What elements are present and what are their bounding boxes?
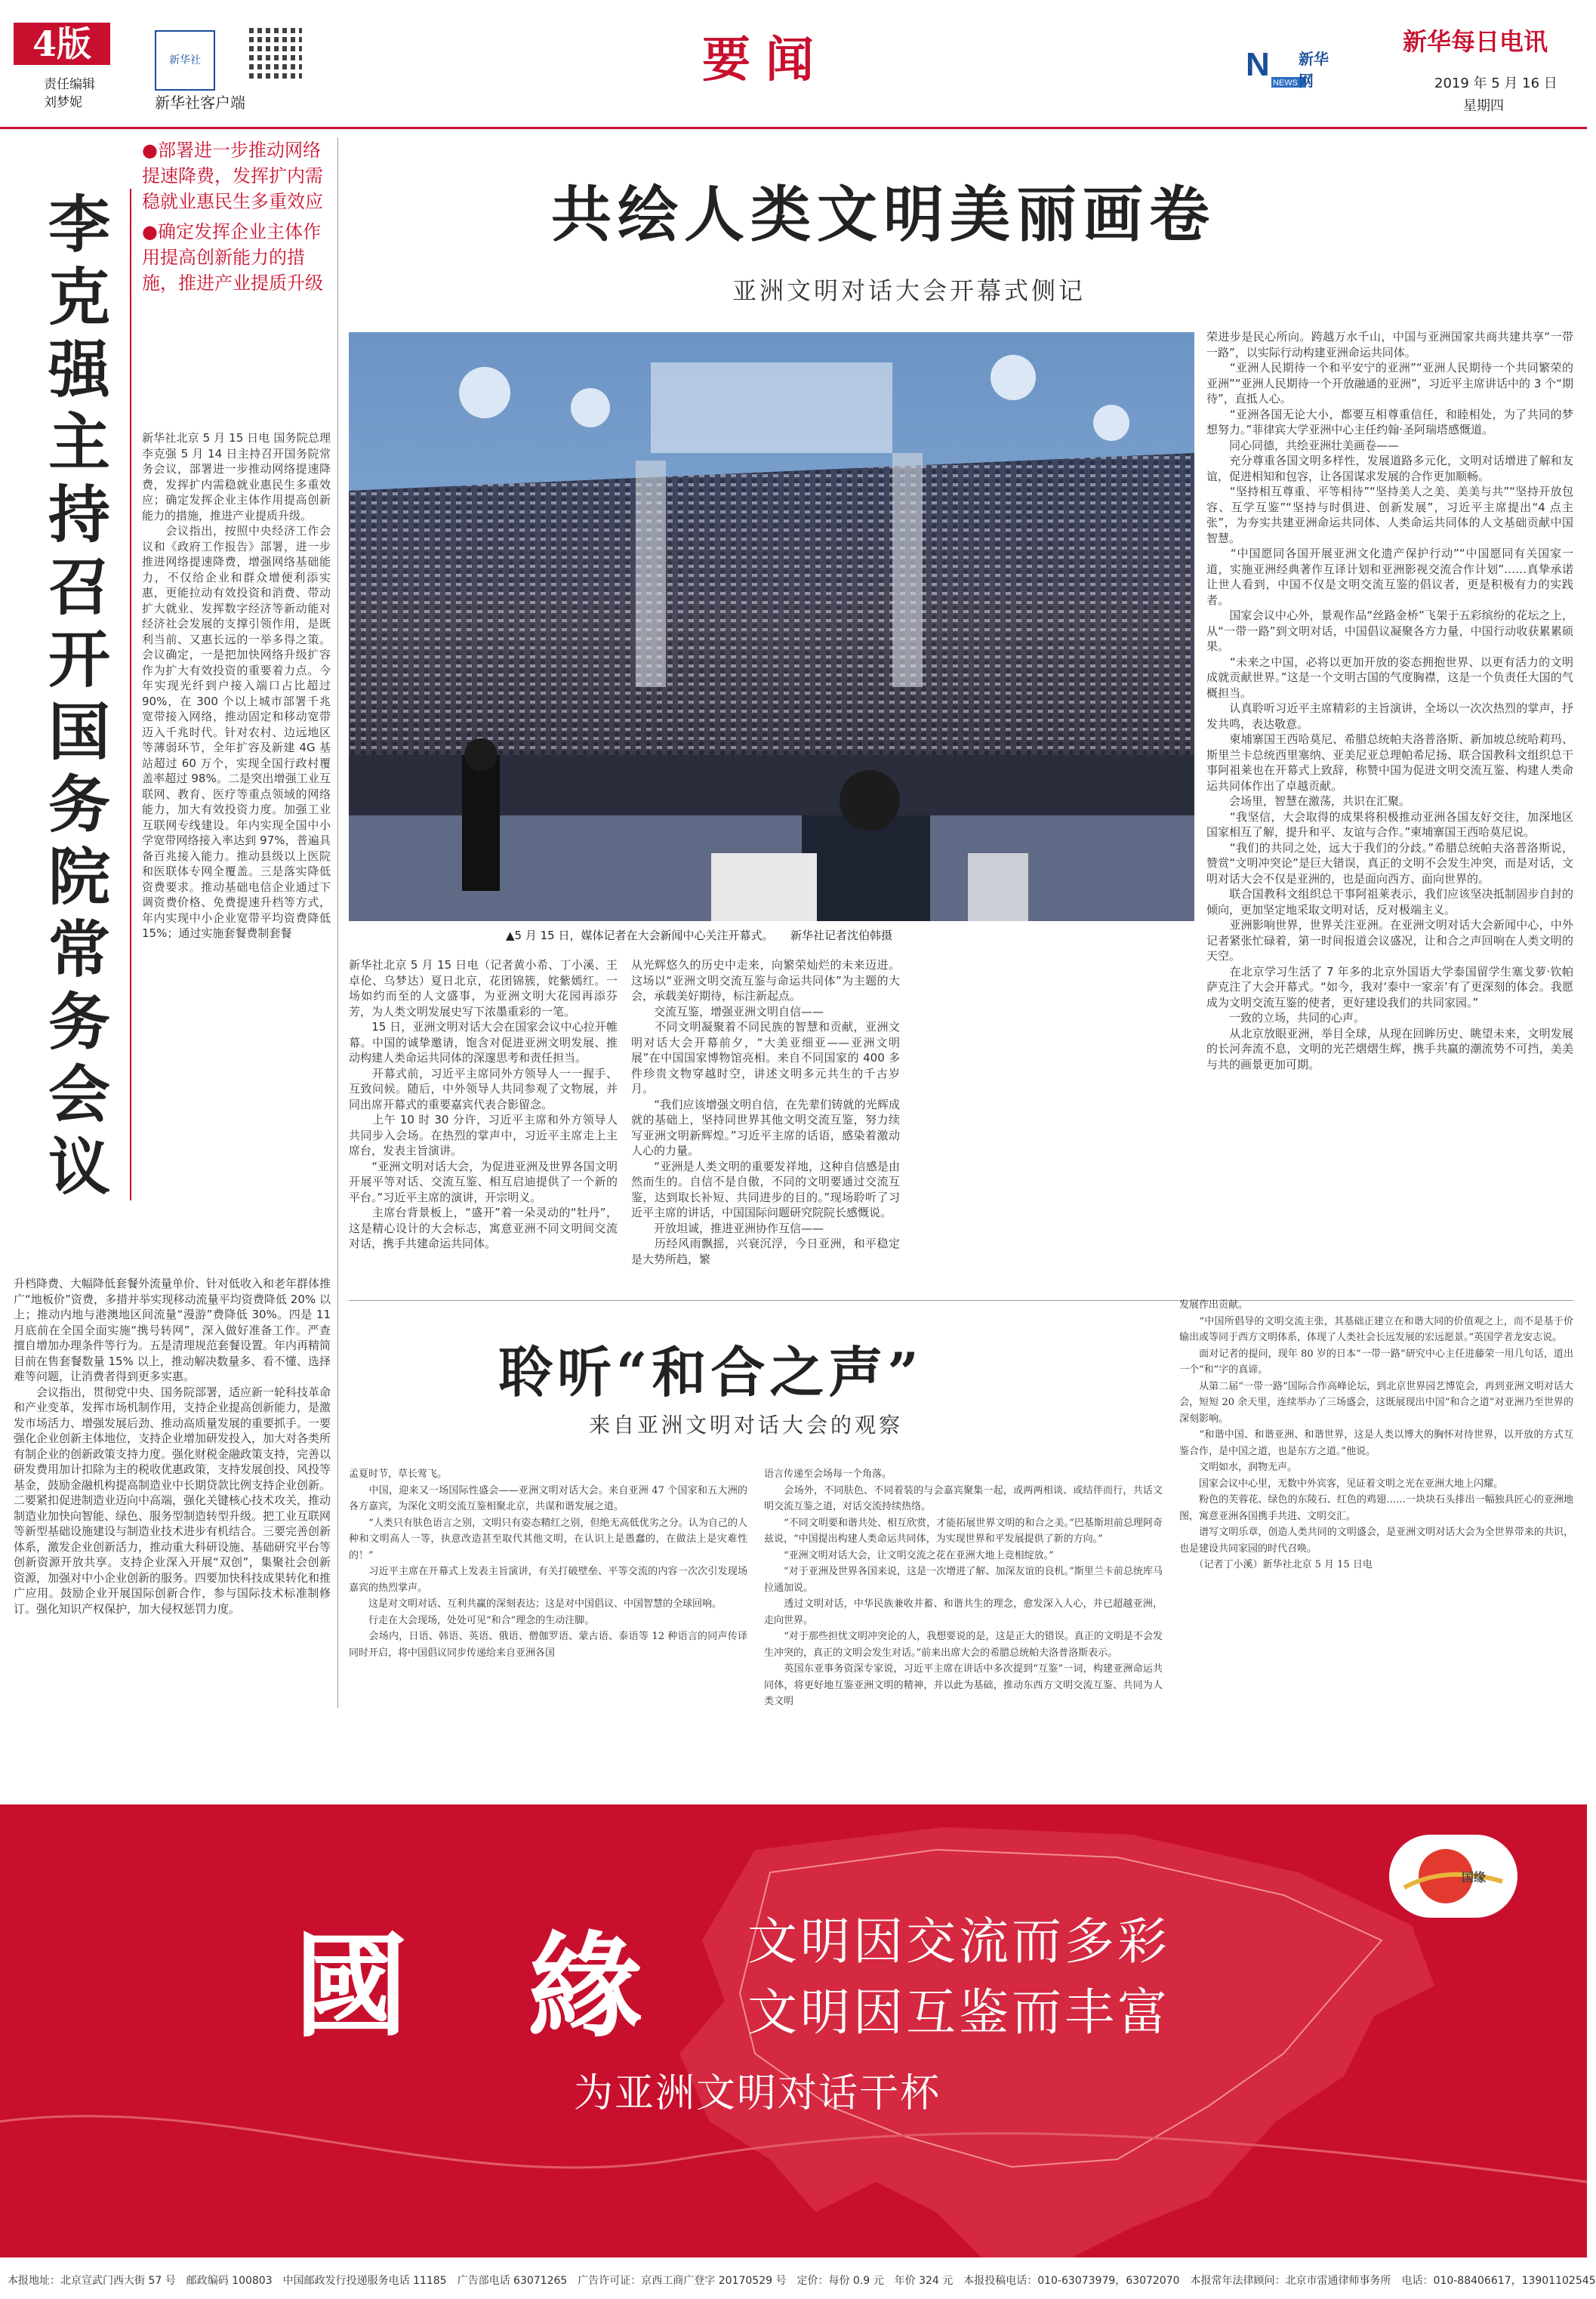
- ad-brand-name: 国缘: [1462, 1870, 1487, 1885]
- article1-divider: [130, 189, 131, 1200]
- news-logo-text: 新华网: [1299, 50, 1329, 90]
- article1-body-col1: 新华社北京 5 月 15 日电 国务院总理李克强 5 月 14 日主持召开国务院常务会议，部署进一步推动网络提速降费，发挥扩内需稳就业惠民生多重效应；确定发挥企业主体作用提高创新能力的措施，推进产业提质升级。 会议指出，按照中央经济工作会议和《政府工作报告》部署，进一步推进网络提速降费，增强网络基础能力，不仅给企业和群众增便利添实惠，更能拉动有效投资和消费、带动扩大就业、发挥数字经济等新动能对经济社会发展的支撑引领作用，是既利当前、又惠长远的一举多得之策。会议确定，一是把加快网络升级扩容作为扩大有效投资的重要着力点。今年实现光纤到户接入端口占比超过 90%，在 300 个以上城市部署千兆宽带接入网络，推动固定和移动宽带迈入千兆时代。针对农村、边远地区等薄弱环节，全年扩容及新建 4G 基站超过 60 万个，实现全国行政村覆盖率超过 98%。二是突出增强工业互联网、教育、医疗等重点领域的网络能力，加大有效投资力度。加强工业互联网专线建设。年内实现全国中小学宽带网络接入率达到 97%，普遍具备百兆接入能力。推动县级以上医院和医联体专网全覆盖。三是落实降低资费要求。推动基础电信企业通过下调资费价格、免费提速升档等方式，年内实现中小企业宽带平均资费降低 15%；通过实施套餐费制套餐: [142, 431, 331, 940]
- photo-caption: ▲5 月 15 日，媒体记者在大会新闻中心关注开幕式。 新华社记者沈伯韩摄: [506, 929, 892, 942]
- article3-title: 聆听“和合之声”: [498, 1340, 923, 1404]
- ad-slogan-1: 文明因交流而多彩: [747, 1912, 1170, 1971]
- section-title: 要闻: [702, 32, 829, 88]
- ad-slogan-3: 为亚洲文明对话干杯: [574, 2071, 941, 2116]
- article1-title: 李克强主持召开国务院常务会议: [48, 189, 110, 1203]
- xinhuanet-logo: [1246, 39, 1333, 92]
- article2-col-b: 从光辉悠久的历史中走来，向繁荣灿烂的未来迈进。这场以“亚洲文明交流互鉴与命运共同体”为主题的大会，承载美好期待，标注新起点。 交流互鉴，增强亚洲文明自信—— 不同文明凝聚着不同民族的智慧和贡献，亚洲文明对话大会开幕前夕，“大美亚细亚——亚洲文明展”在中国国家博物馆亮相。来自不同国家的 400 多件珍贵文物穿越时空，讲述文明多元共生的千古岁月。 “我们应该增强文明自信，在先辈们铸就的光辉成就的基础上，坚持同世界其他文明交流互鉴，努力续写亚洲文明新辉煌。”习近平主席的话语，感染着激动人心的力量。 “亚洲是人类文明的重要发祥地，这种自信感是由然而生的。自信不是自傲，不同的文明要通过交流互鉴，达到取长补短、共同进步的目的。”现场聆听了习近平主席的讲话，中国国际问题研究院院长感慨说。 开放坦诚，推进亚洲协作互信—— 历经风雨飘摇，兴衰沉浮，今日亚洲，和平稳定是大势所趋，繁: [631, 958, 900, 1266]
- subhead-2: ●确定发挥企业主体作用提高创新能力的措施，推进产业提质升级: [142, 221, 323, 294]
- conference-photo: [349, 332, 1194, 921]
- article1-body-bottom: 升档降费、大幅降低套餐外流量单价、针对低收入和老年群体推广“地板价”资费，多措并举实现移动流量平均资费降低 20% 以上；推动内地与港澳地区间流量“漫游”费降低 30%。四是 11 月底前在全国全面实施“携号转网”，深入做好准备工作。严查擅自增加办理条件等行为。五是清理规范套餐设置。年内再精简目前在售套餐数量 15% 以上，推动解决数量多、看不懂、选择难等问题，让消费者得到更多实惠。 会议指出，贯彻党中央、国务院部署，适应新一轮科技革命和产业变革，发挥市场机制作用，支持企业提高创新能力，是激发市场活力、增强发展后劲、推动高质量发展的重要抓手。一要强化企业创新主体地位，支持企业增加研发投入，加大对各类所有制企业的创新政策支持力度。强化财税金融政策支持，完善以研发费用加计扣除为主的税收优惠政策，支持发展创投、风投等基金，鼓励金融机构提高制造业中长期贷款比例支持企业创新。二要紧扣促进制造业迈向中高端，强化关键核心技术攻关，推动制造业加快向智能、绿色、服务型制造转型升级。把工业互联网等新型基础设施建设与制造业技术进步有机结合。三要完善创新体系，激发企业创新活力，推动重大科研设施、基础研究平台等创新资源开放共享。支持企业深入开展“双创”，集聚社会创新资源，加强对中小企业创新的服务。四要加快科技成果转化和推广应用。鼓励企业开展国际创新合作，参与国际技术标准制修订。强化知识产权保护，加大侵权惩罚力度。: [14, 1277, 331, 1616]
- article3-col-b: 语言传递至会场每一个角落。 会场外，不同肤色、不同着装的与会嘉宾聚集一起，或两两相谈、或结伴而行，共话文明交流互鉴之道，对话交流持续热络。 “不同文明要和谐共处、相互欣赏，才能拓展世界文明的和合之美。”巴基斯坦前总理阿奇兹说，“中国提出构建人类命运共同体，为实现世界和平发展提供了新的方向。” “亚洲文明对话大会，让文明交流之花在亚洲大地上竞相绽放。” “对于亚洲及世界各国来说，这是一次增进了解、加深友谊的良机。”斯里兰卡前总统库马拉通加说。 透过文明对话，中华民族兼收并蓄、和谐共生的理念，愈发深入人心，并已超越亚洲，走向世界。 “对于那些担忧文明冲突论的人，我想要说的是，这是正大的错误。真正的文明是不会发生冲突的，真正的文明会发生对话。”前来出席大会的希腊总统帕夫洛普洛斯表示。 英国东亚事务资深专家说，习近平主席在讲话中多次提到“互鉴”一词，构建亚洲命运共同体，将更好地互鉴亚洲文明的精神，并以此为基础，推动东西方文明交流互鉴、共同为人类文明: [764, 1468, 1163, 1707]
- editor-title: 责任编辑: [44, 77, 95, 92]
- paper-name: 新华每日电讯: [1403, 27, 1548, 56]
- article1-subheads: [142, 137, 327, 296]
- editor-name: 刘梦妮: [44, 95, 82, 110]
- ad-slogan-2: 文明因互鉴而丰富: [747, 1983, 1170, 2042]
- article2-title: 共绘人类文明美丽画卷: [551, 179, 1215, 250]
- editor-credit: [44, 76, 95, 112]
- guoyuan-advertisement[interactable]: [0, 1804, 1587, 2257]
- header-rule: [0, 127, 1587, 129]
- weekday-text: 星期四: [1463, 98, 1504, 114]
- svg-text:N: N: [1246, 46, 1270, 83]
- article3-subtitle: 来自亚洲文明对话大会的观察: [589, 1413, 904, 1438]
- sun-logo-icon: [1389, 1835, 1517, 1918]
- date-text: 2019 年 5 月 16 日: [1434, 76, 1557, 91]
- article3-col-c: 发展作出贡献。 “中国所倡导的文明交流主张，其基础正建立在和谐大同的价值观之上，而不是基于价输出或等同于西方文明体系，体现了人类社会长远发展的宏远愿景。”英国学者龙安志说。 面对记者的提问，现年 80 岁的日本“一带一路”研究中心主任进藤荣一用几句话，道出一个“和”字的真谛。 从第二届“一带一路”国际合作高峰论坛，到北京世界园艺博览会，再到亚洲文明对话大会，短短 20 余天里，连续举办了三场盛会，这既展现出中国“和合之道”对亚洲乃至世界的深刻影响。 “和谐中国、和谐亚洲、和谐世界，这是人类以博大的胸怀对待世界，以开放的方式互鉴合作，是中国之道，也是东方之道。”他说。 文明如水，润物无声。 国家会议中心里，无数中外宾客，见证着文明之光在亚洲大地上闪耀。 粉色的芙蓉花、绿色的东陵石、红色的鸡翅……一块块石头排出一幅独具匠心的亚洲地图，寓意亚洲各国携手共进、文明交汇。 谱写文明乐章，创造人类共同的文明盛会，是亚洲文明对话大会为全世界带来的共识，也是建设共同家园的时代召唤。 （记者丁小溪）新华社北京 5 月 15 日电: [1179, 1299, 1573, 1570]
- ad-char-guo: 國: [294, 1920, 408, 2053]
- page-number: 4版: [14, 23, 110, 65]
- footer-info: 本报地址：北京宣武门西大街 57 号 邮政编码 100803 中国邮政发行投递服务电话 11185 广告部电话 63071265 广告许可证：京西工商广登字 20170529 号 定价：每份 0.9 元 年价 324 元 本报投稿电话：010-63073979，63072070 本报常年法律顾问：北京市雷通律师事务所 电话：010-88406617，13901102545: [8, 2275, 1596, 2287]
- subhead-1: ●部署进一步推动网络提速降费，发挥扩内需稳就业惠民生多重效应: [142, 140, 323, 212]
- client-label: 新华社客户端: [155, 94, 245, 112]
- ad-brand-badge: [1389, 1835, 1517, 1918]
- article2-subtitle: 亚洲文明对话大会开幕式侧记: [732, 276, 1086, 305]
- column-divider: [337, 137, 338, 1708]
- article3-col-a: 孟夏时节，草长莺飞。 中国，迎来又一场国际性盛会——亚洲文明对话大会。来自亚洲 47 个国家和五大洲的各方嘉宾，为深化文明交流互鉴相聚北京，共谋和谐发展之道。 “人类只有肤色语言之别，文明只有姿态精红之别，但绝无高低优劣之分。认为自己的人种和文明高人一等，执意改造甚至取代其他文明，在认识上是愚蠢的，在做法上是灾难性的！” 习近平主席在开幕式上发表主旨演讲，有关打破壁垒、平等交流的内容一次次引发现场嘉宾的热烈掌声。 这是对文明对话、互利共赢的深刻表达；这是对中国倡议、中国智慧的全球回响。 行走在大会现场，处处可见“和合”理念的生动注脚。 会场内，日语、韩语、英语、俄语、僧伽罗语、蒙古语、泰语等 12 种语言的同声传译同时开启，将中国倡议同步传递给来自亚洲各国: [349, 1468, 747, 1659]
- qr-code-overlay: [249, 26, 302, 79]
- xinhua-logo: 新华社: [155, 30, 215, 91]
- ad-char-yuan: 緣: [528, 1920, 642, 2053]
- article2-col-a: 新华社北京 5 月 15 日电（记者黄小希、丁小溪、王卓伦、乌梦达）夏日北京，花团锦簇，姹紫嫣红。一场如约而至的人文盛事，为亚洲文明大花园再添芬芳，为人类文明发展史写下浓墨重彩的一笔。 15 日，亚洲文明对话大会在国家会议中心拉开帷幕。中国的诚挚邀请，饱含对促进亚洲文明发展、推动构建人类命运共同体的深邃思考和责任担当。 开幕式前，习近平主席同外方领导人一一握手、互致问候。随后，中外领导人共同参观了文物展，并同出席开幕式的重要嘉宾代表合影留念。 上午 10 时 30 分许，习近平主席和外方领导人共同步入会场。在热烈的掌声中，习近平主席走上主席台，发表主旨演讲。 “亚洲文明对话大会，为促进亚洲及世界各国文明开展平等对话、交流互鉴、相互启迪提供了一个新的平台。”习近平主席的演讲，开宗明义。 主席台背景板上，“盛开”着一朵灵动的“牡丹”，这是精心设计的大会标志，寓意亚洲不同文明间交流对话，携手共建命运共同体。: [349, 958, 618, 1250]
- photo-illustration: [349, 332, 1194, 921]
- issue-date: [1434, 72, 1557, 118]
- svg-text:NEWS: NEWS: [1273, 79, 1298, 88]
- masthead: [0, 0, 1587, 128]
- article2-col-c: 荣进步是民心所向。跨越万水千山，中国与亚洲国家共商共建共享“一带一路”，以实际行动构建亚洲命运共同体。 “亚洲人民期待一个和平安宁的亚洲”“亚洲人民期待一个共同繁荣的亚洲”“亚洲人民期待一个开放融通的亚洲”，习近平主席讲话中的 3 个“期待”，直抵人心。 “亚洲各国无论大小，都要互相尊重信任，和睦相处，为了共同的梦想努力。”菲律宾大学亚洲中心主任约翰·圣阿瑞塔感慨道。 同心同德，共绘亚洲壮美画卷—— 充分尊重各国文明多样性，发展道路多元化，文明对话增进了解和友谊，促进相知和包容，让各国谋求发展的合作更加顺畅。 “坚持相互尊重、平等相待”“坚持美人之美、美美与共”“坚持开放包容、互学互鉴”“坚持与时俱进、创新发展”，习近平主席提出“4 点主张”，为夯实共建亚洲命运共同体、人类命运共同体的人文基础贡献中国智慧。 “中国愿同各国开展亚洲文化遗产保护行动”“中国愿同有关国家一道，实施亚洲经典著作互译计划和亚洲影视交流合作计划”……真挚承诺让世人看到，中国不仅是文明交流互鉴的倡议者，更是积极有力的实践者。 国家会议中心外，景观作品“丝路金桥”飞架于五彩缤纷的花坛之上，从“一带一路”到文明对话，中国倡议凝聚各方力量，中国行动收获累累硕果。 “未来之中国，必将以更加开放的姿态拥抱世界、以更有活力的文明成就贡献世界。”这是一个文明古国的气度胸襟，这是一个负责任大国的气概担当。 认真聆听习近平主席精彩的主旨演讲，全场以一次次热烈的掌声，抒发共鸣，表达敬意。 柬埔寨国王西哈莫尼、希腊总统帕夫洛普洛斯、新加坡总统哈莉玛、斯里兰卡总统西里塞纳、亚美尼亚总理帕希尼扬、联合国教科文组织总干事阿祖莱也在开幕式上致辞，称赞中国为促进文明交流互鉴、构建人类命运共同体作出了卓越贡献。 会场里，智慧在激荡，共识在汇聚。 “我坚信，大会取得的成果将积极推动亚洲各国友好交往，加深地区国家相互了解，提升和平、友谊与合作。”柬埔寨国王西哈莫尼说。 “我们的共同之处，远大于我们的分歧。”希腊总统帕夫洛普洛斯说，赞赏“文明冲突论”是巨大错误，真正的文明不会发生冲突，而是对话，文明对话大会不仅是亚洲的，也是面向西方、面向世界的。 联合国教科文组织总干事阿祖莱表示，我们应该坚决抵制固步自封的倾向，更加坚定地采取文明对话，反对极端主义。 亚洲影响世界，世界关注亚洲。在亚洲文明对话大会新闻中心，中外记者紧张忙碌着，第一时间报道会议盛况，让和合之声回响在人类文明的天空。 在北京学习生活了 7 年多的北京外国语大学泰国留学生塞戈萝·钦帕萨克注了大会开幕式。“如今，我对‘泰中一家亲’有了更深刻的体会。我愿成为文明交流互鉴的使者，更好建设我们的共同家园。” 一致的立场，共同的心声。 从北京放眼亚洲，举目全球，从现在回眸历史、眺望未来，文明发展的长河奔流不息，文明的光芒熠熠生辉，携手共赢的潮流势不可挡，美美与共的画景更加可期。: [1206, 330, 1573, 1071]
